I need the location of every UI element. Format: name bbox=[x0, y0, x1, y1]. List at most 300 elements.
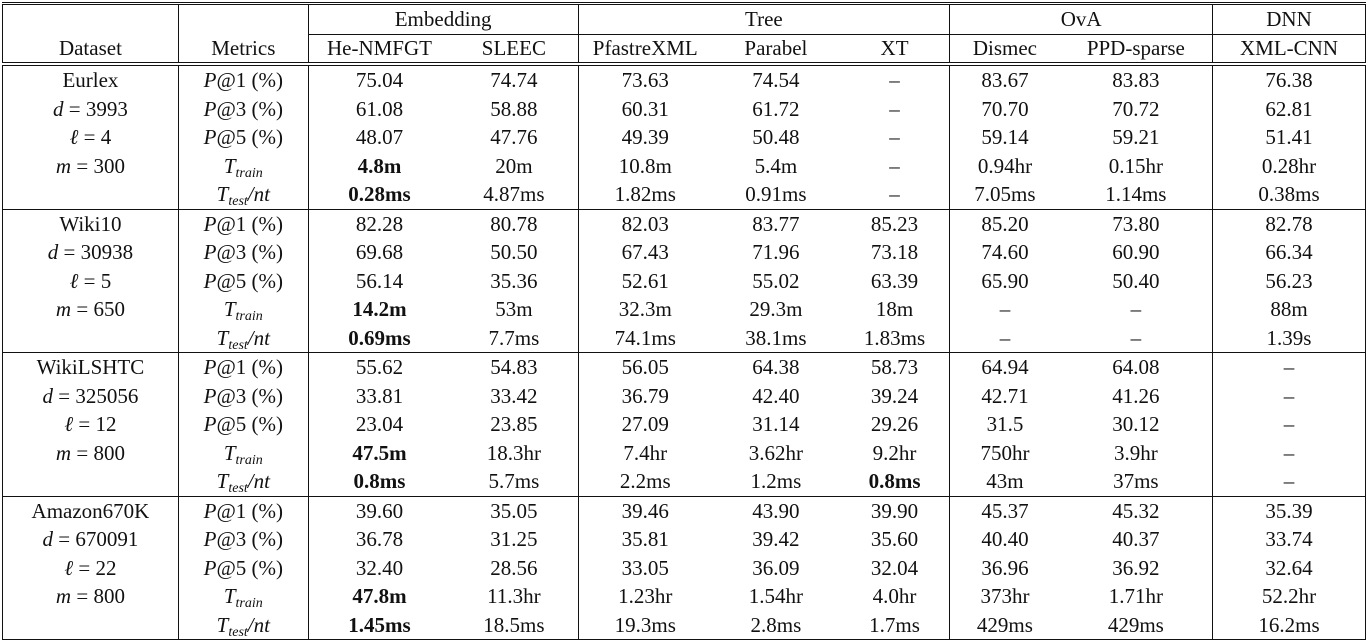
cell-value: 39.90 bbox=[870, 498, 919, 523]
value-cell bbox=[950, 611, 1060, 640]
value-cell bbox=[308, 410, 450, 439]
value-cell bbox=[1213, 152, 1366, 181]
metric-var: T bbox=[223, 440, 236, 465]
cell-value: 70.72 bbox=[1112, 96, 1160, 121]
equals-sign: = bbox=[53, 527, 76, 551]
cell-value: 33.81 bbox=[355, 383, 404, 408]
dataset-param bbox=[3, 238, 179, 267]
cell-value: 32.64 bbox=[1265, 555, 1313, 580]
cell-value: 39.24 bbox=[870, 383, 919, 408]
value-cell bbox=[578, 209, 712, 238]
value-cell bbox=[712, 439, 840, 468]
value-cell bbox=[712, 467, 840, 496]
value-cell bbox=[712, 123, 840, 152]
value-cell bbox=[840, 611, 950, 640]
cell-value: 58.73 bbox=[870, 355, 919, 379]
metric-var: P bbox=[203, 412, 217, 436]
value-cell bbox=[950, 410, 1060, 439]
cell-value: 41.26 bbox=[1112, 383, 1160, 408]
value-cell bbox=[578, 267, 712, 296]
metric-var: T bbox=[223, 584, 236, 608]
cell-value: 40.40 bbox=[981, 527, 1029, 551]
method-header: PPD-sparse bbox=[1060, 35, 1213, 64]
cell-value: 7.7ms bbox=[488, 325, 540, 350]
equals-sign: = bbox=[71, 153, 94, 178]
value-cell bbox=[578, 353, 712, 382]
value-cell bbox=[712, 64, 840, 95]
dataset-param bbox=[3, 582, 179, 611]
param-var: d bbox=[53, 96, 64, 121]
cell-value: 429ms bbox=[1107, 612, 1164, 637]
cell-value: 38.1ms bbox=[745, 325, 807, 350]
cell-value: 65.90 bbox=[981, 268, 1029, 293]
cell-value: 0.69ms bbox=[348, 325, 411, 350]
value-cell bbox=[1213, 238, 1366, 267]
metric-label bbox=[178, 496, 308, 525]
value-cell bbox=[578, 525, 712, 554]
group-dnn: DNN bbox=[1213, 4, 1366, 36]
cell-value: 43.90 bbox=[752, 498, 800, 523]
param-value: 12 bbox=[95, 412, 117, 436]
cell-value: 19.3ms bbox=[614, 612, 676, 637]
metric-rest: @1 (%) bbox=[216, 355, 284, 379]
cell-value: 40.37 bbox=[1112, 527, 1160, 551]
value-cell bbox=[712, 180, 840, 209]
value-cell bbox=[1060, 123, 1213, 152]
metric-label bbox=[178, 267, 308, 296]
metric-rest: @3 (%) bbox=[216, 96, 284, 121]
value-cell bbox=[712, 554, 840, 583]
value-cell bbox=[840, 95, 950, 124]
cell-value: 42.40 bbox=[752, 383, 800, 408]
value-cell bbox=[1213, 410, 1366, 439]
metric-sub: test bbox=[228, 624, 248, 640]
table-row bbox=[3, 152, 1366, 181]
value-cell bbox=[1213, 123, 1366, 152]
cell-value: 55.02 bbox=[752, 268, 800, 293]
table-row bbox=[3, 467, 1366, 496]
param-value: 800 bbox=[93, 584, 125, 608]
param-value: 22 bbox=[95, 555, 117, 580]
metric-var: P bbox=[203, 96, 217, 121]
value-cell bbox=[578, 123, 712, 152]
cell-value: 39.46 bbox=[621, 498, 669, 523]
cell-value: 60.31 bbox=[621, 96, 669, 121]
value-cell bbox=[450, 496, 578, 525]
cell-value: 71.96 bbox=[752, 240, 800, 264]
cell-value: 1.2ms bbox=[750, 469, 802, 493]
value-cell bbox=[840, 582, 950, 611]
cell-value: 31.25 bbox=[490, 527, 538, 551]
group-header-row bbox=[3, 4, 1366, 36]
value-cell bbox=[578, 582, 712, 611]
value-cell bbox=[840, 64, 950, 95]
cell-value: 50.50 bbox=[490, 240, 538, 264]
dataset-param bbox=[3, 295, 179, 324]
value-cell bbox=[712, 95, 840, 124]
value-cell bbox=[1060, 382, 1213, 411]
cell-value: 373hr bbox=[980, 584, 1030, 608]
cell-value: 56.05 bbox=[621, 355, 669, 379]
value-cell bbox=[840, 267, 950, 296]
cell-value: 1.23hr bbox=[618, 584, 673, 608]
param-value: 3993 bbox=[85, 96, 128, 121]
cell-value: 47.5m bbox=[352, 440, 407, 465]
cell-value: 74.54 bbox=[752, 68, 800, 92]
param-value: 4 bbox=[100, 125, 112, 149]
cell-value: 43m bbox=[986, 469, 1024, 493]
dataset-param bbox=[3, 324, 179, 353]
value-cell bbox=[308, 582, 450, 611]
value-cell bbox=[450, 439, 578, 468]
cell-value: 47.8m bbox=[352, 584, 407, 608]
dataset-param bbox=[3, 152, 179, 181]
value-cell bbox=[450, 238, 578, 267]
metric-label bbox=[178, 95, 308, 124]
value-cell bbox=[308, 554, 450, 583]
value-cell bbox=[1060, 64, 1213, 95]
cell-value: 0.15hr bbox=[1108, 153, 1163, 178]
metric-label bbox=[178, 64, 308, 95]
metric-sub: train bbox=[235, 452, 263, 468]
cell-value: 45.37 bbox=[981, 498, 1029, 523]
cell-value: 4.8m bbox=[357, 153, 402, 178]
cell-value: – bbox=[1130, 325, 1142, 350]
cell-value: 5.7ms bbox=[488, 469, 540, 493]
dataset-name: Eurlex bbox=[62, 68, 119, 92]
cell-value: – bbox=[889, 182, 900, 206]
equals-sign: = bbox=[63, 96, 86, 121]
value-cell bbox=[578, 152, 712, 181]
cell-value: 61.72 bbox=[752, 96, 800, 121]
value-cell bbox=[1060, 95, 1213, 124]
metric-var: T bbox=[216, 182, 229, 206]
metric-var: T bbox=[223, 297, 236, 321]
value-cell bbox=[450, 467, 578, 496]
value-cell bbox=[712, 295, 840, 324]
value-cell bbox=[950, 467, 1060, 496]
value-cell bbox=[450, 64, 578, 95]
method-header: He-NMFGT bbox=[308, 35, 450, 64]
table-row bbox=[3, 95, 1366, 124]
value-cell bbox=[840, 353, 950, 382]
cell-value: 69.68 bbox=[355, 240, 404, 264]
value-cell bbox=[1213, 582, 1366, 611]
metric-label bbox=[178, 324, 308, 353]
metric-sub: test bbox=[228, 481, 248, 496]
value-cell bbox=[1060, 209, 1213, 238]
metric-var: P bbox=[203, 211, 217, 236]
value-cell bbox=[712, 582, 840, 611]
cell-value: 0.28hr bbox=[1261, 153, 1317, 178]
cell-value: 35.81 bbox=[621, 527, 669, 551]
cell-value: 82.03 bbox=[621, 211, 669, 236]
cell-value: 64.08 bbox=[1112, 355, 1160, 379]
cell-value: – bbox=[1283, 469, 1295, 493]
equals-sign: = bbox=[78, 268, 101, 293]
equals-sign: = bbox=[78, 125, 101, 149]
param-value: 5 bbox=[100, 268, 112, 293]
cell-value: 64.94 bbox=[981, 355, 1029, 379]
metric-rest: @1 (%) bbox=[216, 211, 284, 236]
cell-value: 16.2ms bbox=[1258, 612, 1320, 637]
value-cell bbox=[950, 295, 1060, 324]
cell-value: 28.56 bbox=[490, 555, 538, 580]
value-cell bbox=[1213, 209, 1366, 238]
cell-value: 1.45ms bbox=[348, 612, 411, 637]
value-cell bbox=[712, 525, 840, 554]
value-cell bbox=[712, 267, 840, 296]
value-cell bbox=[840, 439, 950, 468]
metric-var: P bbox=[203, 527, 217, 551]
cell-value: 62.81 bbox=[1265, 96, 1313, 121]
value-cell bbox=[450, 582, 578, 611]
metric-rest: @1 (%) bbox=[216, 498, 284, 523]
cell-value: 52.2hr bbox=[1261, 584, 1317, 608]
cell-value: 27.09 bbox=[621, 412, 669, 436]
cell-value: – bbox=[1283, 355, 1295, 379]
metric-var: P bbox=[203, 68, 217, 92]
method-header-row bbox=[3, 35, 1366, 64]
method-header: Dismec bbox=[950, 35, 1060, 64]
metric-tail: /nt bbox=[247, 612, 270, 637]
cell-value: 36.79 bbox=[621, 383, 669, 408]
cell-value: 35.36 bbox=[490, 268, 538, 293]
dataset-param bbox=[3, 95, 179, 124]
table-row bbox=[3, 324, 1366, 353]
param-var: d bbox=[47, 240, 59, 264]
value-cell bbox=[1060, 496, 1213, 525]
value-cell bbox=[840, 180, 950, 209]
value-cell bbox=[450, 180, 578, 209]
value-cell bbox=[950, 554, 1060, 583]
value-cell bbox=[1213, 95, 1366, 124]
cell-value: 35.05 bbox=[490, 498, 538, 523]
value-cell bbox=[308, 267, 450, 296]
cell-value: 32.3m bbox=[618, 297, 672, 321]
value-cell bbox=[840, 496, 950, 525]
value-cell bbox=[450, 267, 578, 296]
value-cell bbox=[308, 496, 450, 525]
dataset-param bbox=[3, 382, 179, 411]
cell-value: 10.8m bbox=[618, 153, 672, 178]
group-tree: Tree bbox=[578, 4, 950, 36]
value-cell bbox=[450, 152, 578, 181]
cell-value: 1.54hr bbox=[748, 584, 804, 608]
param-var: m bbox=[55, 584, 72, 608]
value-cell bbox=[578, 64, 712, 95]
param-var: d bbox=[42, 527, 54, 551]
value-cell bbox=[578, 295, 712, 324]
cell-value: 4.0hr bbox=[872, 584, 917, 608]
cell-value: 31.14 bbox=[752, 412, 800, 436]
value-cell bbox=[1060, 353, 1213, 382]
param-value: 30938 bbox=[80, 240, 134, 264]
value-cell bbox=[840, 123, 950, 152]
cell-value: 83.77 bbox=[752, 211, 800, 236]
cell-value: – bbox=[1283, 412, 1295, 436]
table-row bbox=[3, 582, 1366, 611]
results-table bbox=[2, 2, 1366, 640]
value-cell bbox=[578, 180, 712, 209]
cell-value: 0.94hr bbox=[977, 153, 1033, 178]
dataset-param bbox=[3, 554, 179, 583]
method-header: XML-CNN bbox=[1213, 35, 1366, 64]
param-value: 670091 bbox=[75, 527, 139, 551]
metric-sub: train bbox=[235, 309, 263, 324]
cell-value: 59.21 bbox=[1112, 125, 1160, 149]
value-cell bbox=[1213, 295, 1366, 324]
value-cell bbox=[1060, 611, 1213, 640]
cell-value: 67.43 bbox=[621, 240, 669, 264]
cell-value: – bbox=[1130, 297, 1142, 321]
value-cell bbox=[450, 554, 578, 583]
cell-value: 74.74 bbox=[490, 68, 538, 92]
dataset-group bbox=[3, 209, 1366, 353]
table-row bbox=[3, 64, 1366, 95]
cell-value: 3.62hr bbox=[748, 440, 804, 465]
value-cell bbox=[1213, 496, 1366, 525]
value-cell bbox=[308, 123, 450, 152]
method-header: Parabel bbox=[712, 35, 840, 64]
value-cell bbox=[712, 382, 840, 411]
equals-sign: = bbox=[73, 555, 96, 580]
value-cell bbox=[712, 209, 840, 238]
value-cell bbox=[950, 439, 1060, 468]
cell-value: 70.70 bbox=[981, 96, 1029, 121]
table-row bbox=[3, 611, 1366, 640]
cell-value: 82.78 bbox=[1265, 211, 1313, 236]
metric-label bbox=[178, 467, 308, 496]
value-cell bbox=[950, 123, 1060, 152]
cell-value: 49.39 bbox=[621, 125, 669, 149]
value-cell bbox=[308, 64, 450, 95]
cell-value: 50.40 bbox=[1112, 268, 1160, 293]
cell-value: 33.42 bbox=[490, 383, 538, 408]
cell-value: 39.42 bbox=[752, 527, 800, 551]
table-row bbox=[3, 525, 1366, 554]
metric-label bbox=[178, 180, 308, 209]
value-cell bbox=[840, 209, 950, 238]
table-row bbox=[3, 123, 1366, 152]
table-row bbox=[3, 267, 1366, 296]
metric-var: T bbox=[216, 469, 229, 493]
cell-value: 36.78 bbox=[355, 527, 404, 551]
metric-label bbox=[178, 582, 308, 611]
cell-value: 14.2m bbox=[352, 297, 407, 321]
cell-value: – bbox=[889, 96, 900, 121]
value-cell bbox=[712, 324, 840, 353]
dataset-param bbox=[3, 180, 179, 209]
table-row bbox=[3, 410, 1366, 439]
method-header: XT bbox=[840, 35, 950, 64]
cell-value: – bbox=[1283, 383, 1295, 408]
metric-sub: train bbox=[235, 165, 263, 181]
dataset-name: WikiLSHTC bbox=[36, 355, 145, 379]
value-cell bbox=[950, 209, 1060, 238]
value-cell bbox=[712, 496, 840, 525]
value-cell bbox=[450, 525, 578, 554]
metric-label bbox=[178, 152, 308, 181]
equals-sign: = bbox=[71, 440, 94, 465]
value-cell bbox=[840, 152, 950, 181]
value-cell bbox=[950, 152, 1060, 181]
cell-value: – bbox=[889, 125, 900, 149]
value-cell bbox=[308, 295, 450, 324]
cell-value: 2.8ms bbox=[750, 612, 802, 637]
cell-value: 74.60 bbox=[981, 240, 1029, 264]
cell-value: 85.23 bbox=[870, 211, 919, 236]
value-cell bbox=[578, 467, 712, 496]
cell-value: 64.38 bbox=[752, 355, 800, 379]
value-cell bbox=[840, 382, 950, 411]
cell-value: 83.67 bbox=[981, 68, 1029, 92]
cell-value: 0.8ms bbox=[868, 469, 921, 493]
value-cell bbox=[712, 238, 840, 267]
dataset-group bbox=[3, 64, 1366, 209]
value-cell bbox=[1213, 439, 1366, 468]
cell-value: 5.4m bbox=[754, 153, 798, 178]
table-row bbox=[3, 295, 1366, 324]
cell-value: 75.04 bbox=[355, 68, 404, 92]
method-header: SLEEC bbox=[450, 35, 578, 64]
value-cell bbox=[1213, 382, 1366, 411]
metric-label bbox=[178, 554, 308, 583]
metric-label bbox=[178, 525, 308, 554]
value-cell bbox=[950, 180, 1060, 209]
cell-value: 0.91ms bbox=[745, 182, 807, 206]
param-var: ℓ bbox=[69, 268, 79, 293]
cell-value: 73.63 bbox=[621, 68, 669, 92]
value-cell bbox=[1213, 64, 1366, 95]
param-value: 300 bbox=[93, 153, 125, 178]
value-cell bbox=[578, 496, 712, 525]
cell-value: 66.34 bbox=[1265, 240, 1313, 264]
cell-value: – bbox=[889, 68, 900, 92]
cell-value: 29.3m bbox=[749, 297, 803, 321]
cell-value: 3.9hr bbox=[1113, 440, 1158, 465]
value-cell bbox=[308, 238, 450, 267]
value-cell bbox=[450, 611, 578, 640]
value-cell bbox=[1060, 410, 1213, 439]
cell-value: 36.96 bbox=[981, 555, 1029, 580]
cell-value: 47.76 bbox=[490, 125, 538, 149]
value-cell bbox=[1213, 554, 1366, 583]
cell-value: 429ms bbox=[976, 612, 1033, 637]
cell-value: – bbox=[889, 153, 900, 178]
cell-value: 51.41 bbox=[1265, 125, 1313, 149]
value-cell bbox=[712, 353, 840, 382]
value-cell bbox=[578, 324, 712, 353]
value-cell bbox=[1213, 267, 1366, 296]
blank-cell bbox=[178, 4, 308, 36]
cell-value: 76.38 bbox=[1265, 68, 1313, 92]
cell-value: 31.5 bbox=[986, 412, 1024, 436]
blank-cell bbox=[3, 4, 179, 36]
cell-value: 83.83 bbox=[1112, 68, 1160, 92]
metric-label bbox=[178, 611, 308, 640]
metric-var: P bbox=[203, 355, 217, 379]
metric-rest: @5 (%) bbox=[216, 412, 284, 436]
metrics-header: Metrics bbox=[178, 35, 308, 64]
equals-sign: = bbox=[58, 240, 81, 264]
metric-label bbox=[178, 238, 308, 267]
metric-var: P bbox=[203, 125, 217, 149]
param-var: ℓ bbox=[64, 555, 74, 580]
cell-value: 80.78 bbox=[490, 211, 538, 236]
table-row bbox=[3, 382, 1366, 411]
value-cell bbox=[712, 152, 840, 181]
